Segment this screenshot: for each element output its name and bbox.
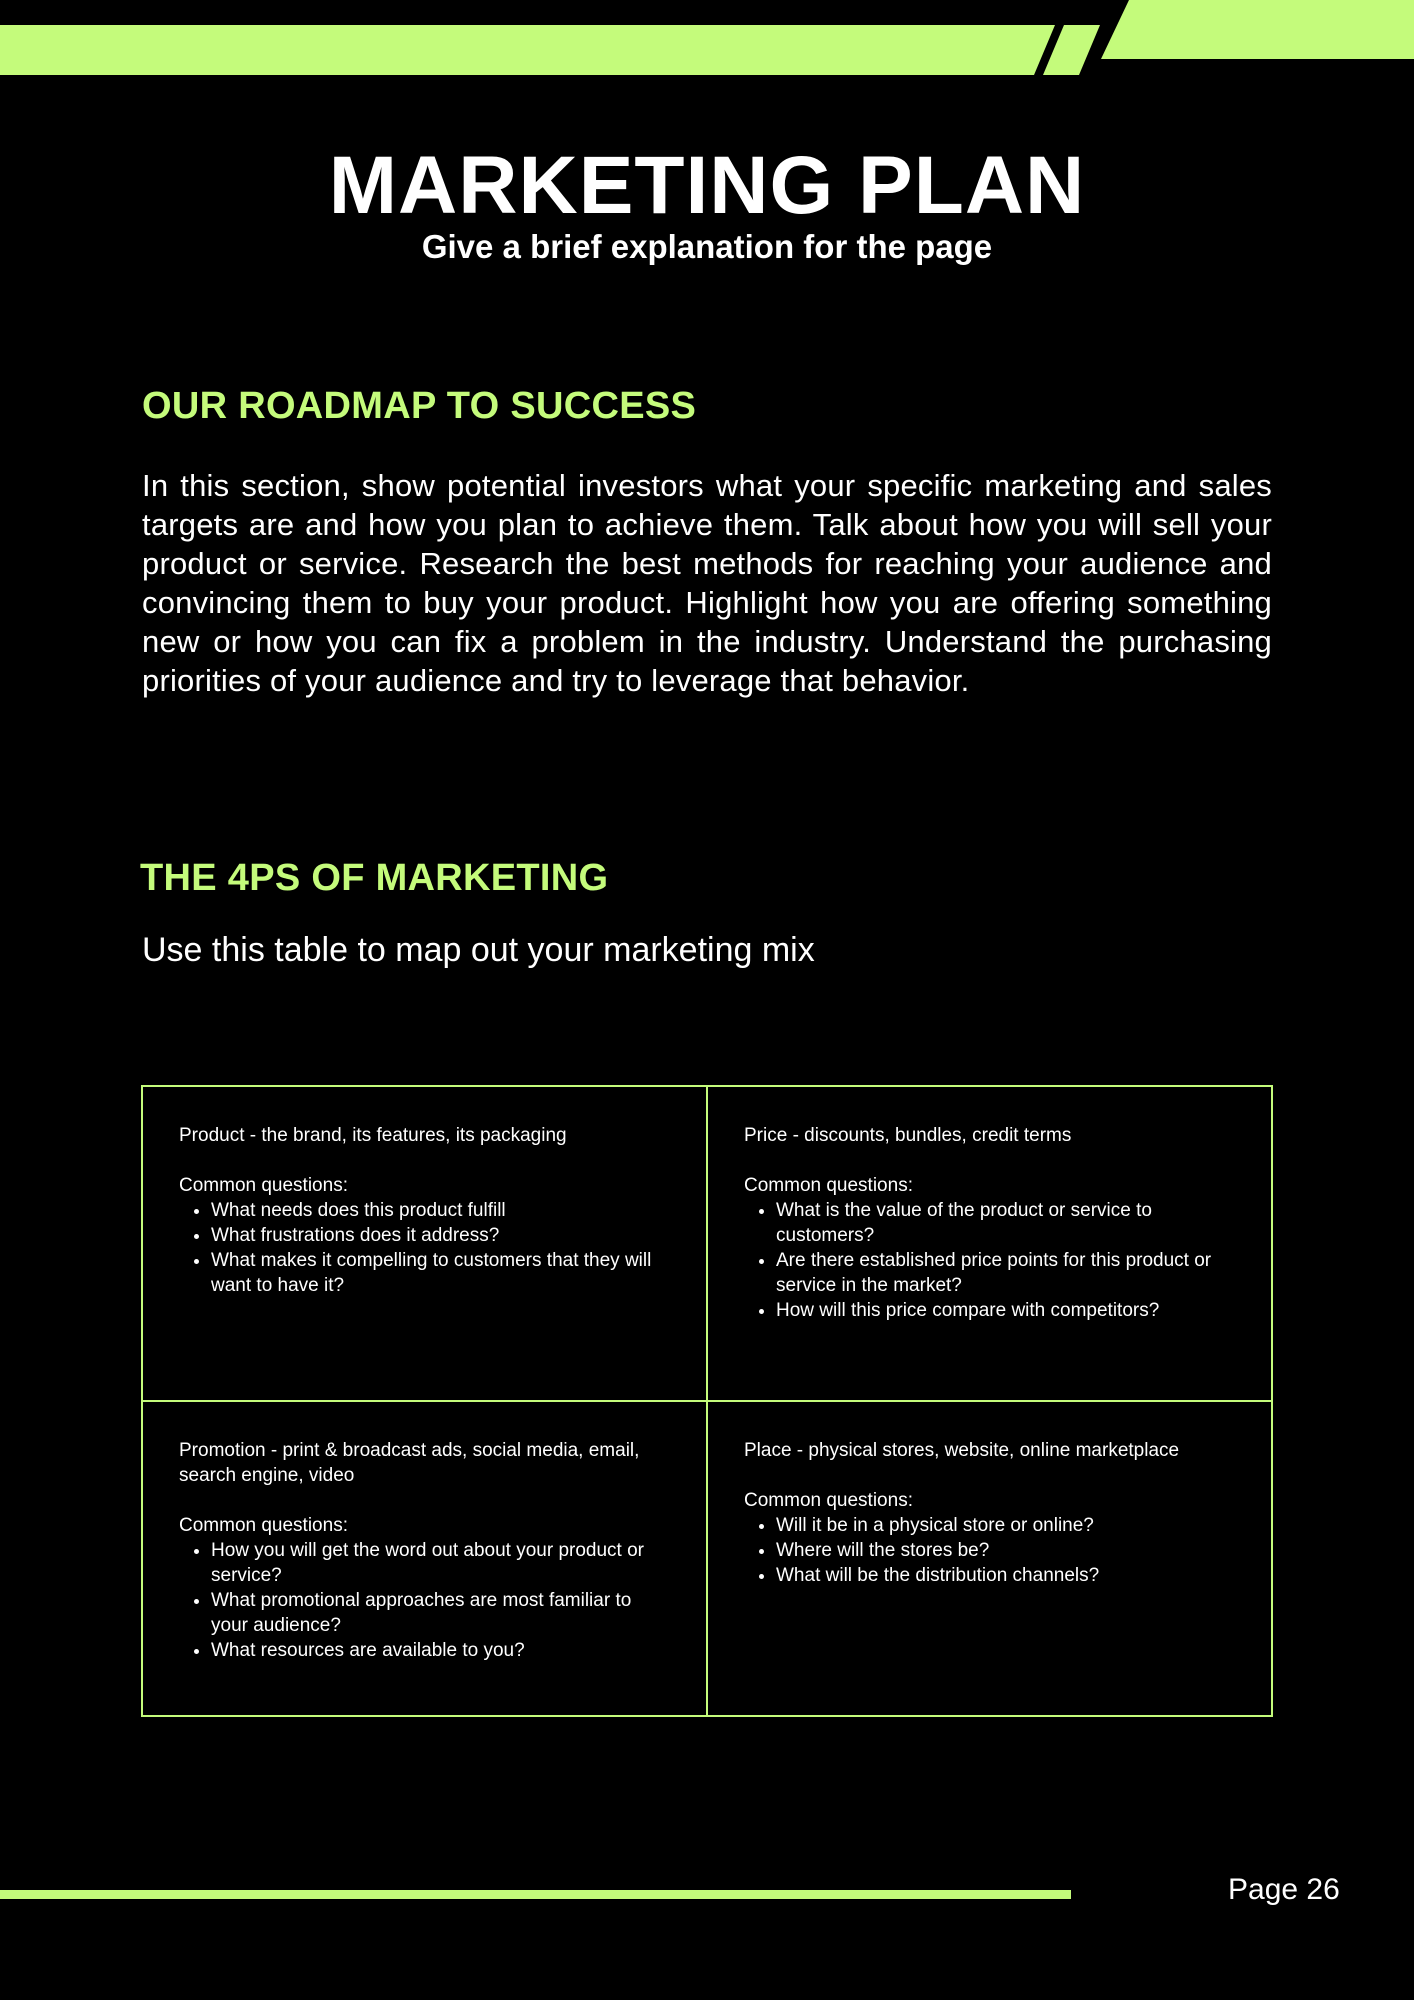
page-title: MARKETING PLAN — [328, 140, 1086, 231]
roadmap-heading: OUR ROADMAP TO SUCCESS — [142, 385, 697, 427]
top-banner-corner-block — [1101, 0, 1414, 59]
place-cell — [707, 1401, 1272, 1716]
list-item: • How you will get the word out about your product or service? — [211, 1538, 670, 1588]
page-number: Page 26 — [1228, 1873, 1340, 1906]
cell-heading: Place - physical stores, website, online marketplace — [744, 1440, 1180, 1461]
top-banner-bar — [0, 25, 1055, 75]
questions-list — [179, 1538, 670, 1663]
list-item: • What is the value of the product or service to customers? — [776, 1198, 1235, 1248]
list-item: • What makes it compelling to customers that they will want to have it? — [211, 1248, 670, 1298]
cell-heading: Product - the brand, its features, its packaging — [179, 1125, 567, 1146]
price-cell — [707, 1086, 1272, 1401]
list-item: • What promotional approaches are most familiar to your audience? — [211, 1588, 670, 1638]
top-decorative-banner — [0, 0, 1414, 80]
four-ps-heading: THE 4PS OF MARKETING — [140, 857, 609, 899]
four-ps-lead: Use this table to map out your marketing mix — [142, 931, 815, 969]
promotion-cell — [142, 1401, 707, 1716]
list-item: • Will it be in a physical store or online? — [776, 1513, 1235, 1538]
cell-heading: Price - discounts, bundles, credit terms — [744, 1125, 1072, 1146]
common-questions-label: Common questions: — [744, 1175, 913, 1196]
list-item: • What frustrations does it address? — [211, 1223, 670, 1248]
marketing-mix-table — [141, 1085, 1273, 1717]
questions-list — [179, 1198, 670, 1298]
product-cell — [142, 1086, 707, 1401]
common-questions-label: Common questions: — [179, 1515, 348, 1536]
common-questions-label: Common questions: — [744, 1490, 913, 1511]
roadmap-body: In this section, show potential investors what your specific marketing and sales targets are and how you plan to achieve them. Talk about how you will sell your product or service. Research the best methods for reaching your audience and convincing them to buy your product. Highlight how you are offering something new or how you can fix a problem in the industry. Understand the purchasing priorities of your audience and try to leverage that behavior. — [142, 468, 1272, 698]
list-item: • What resources are available to you? — [211, 1638, 670, 1663]
list-item: • How will this price compare with competitors? — [776, 1298, 1235, 1323]
page-subtitle: Give a brief explanation for the page — [421, 228, 993, 265]
list-item: • Are there established price points for this product or service in the market? — [776, 1248, 1235, 1298]
list-item: • Where will the stores be? — [776, 1538, 1235, 1563]
table-row — [142, 1086, 1272, 1401]
questions-list — [744, 1513, 1235, 1588]
cell-heading: Promotion - print & broadcast ads, social media, email, search engine, video — [179, 1440, 640, 1486]
bottom-decorative-line — [0, 1890, 1071, 1899]
table-row — [142, 1401, 1272, 1716]
common-questions-label: Common questions: — [179, 1175, 348, 1196]
list-item: • What needs does this product fulfill — [211, 1198, 670, 1223]
list-item: • What will be the distribution channels? — [776, 1563, 1235, 1588]
questions-list — [744, 1198, 1235, 1323]
